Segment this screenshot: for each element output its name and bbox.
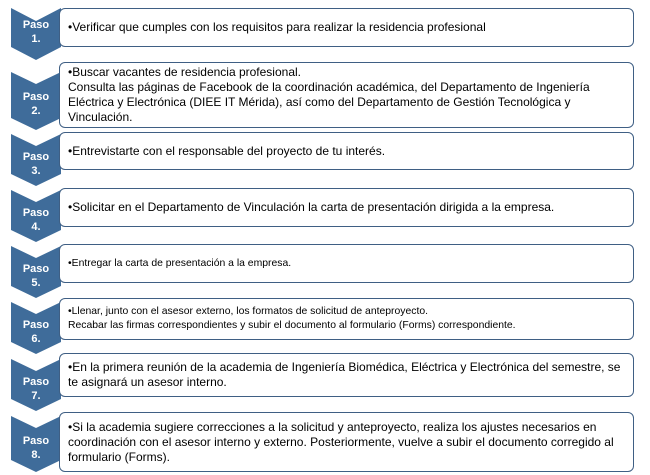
step-2-text: •Buscar vacantes de residencia profesional. Consulta las páginas de Facebook de la coordinación académica, del Departamento de Ingeniería Eléctrica y Electrónica (DIEE IT Mérida), así como del Departamento de Gestión Tecnológica y Vinculación. (68, 65, 590, 124)
step-1-box (59, 8, 634, 47)
step-8-box (59, 412, 634, 472)
step-3 (0, 130, 650, 185)
step-1-chevron (11, 8, 61, 60)
step-1 (0, 0, 650, 60)
step-4-label: Paso 4. (22, 207, 50, 233)
step-4 (0, 186, 650, 241)
step-4-box (59, 188, 634, 227)
step-2-label: Paso 2. (22, 91, 50, 117)
step-7-label: Paso 7. (22, 376, 50, 402)
step-6 (0, 298, 650, 353)
step-6-label: Paso 6. (22, 319, 50, 345)
step-2-chevron (11, 72, 61, 130)
step-6-chevron (11, 302, 61, 354)
step-2-box (59, 62, 634, 128)
step-3-box (59, 132, 634, 170)
step-5 (0, 242, 650, 297)
step-6-text: •Llenar, junto con el asesor externo, los formatos de solicitud de anteproyecto. Recabar las firmas correspondientes y subir el documento al formulario (Forms) correspondiente. (68, 306, 516, 331)
step-3-label: Paso 3. (22, 151, 50, 177)
step-8-text: •Si la academia sugiere correcciones a la solicitud y anteproyecto, realiza los ajustes necesarios en coordinación con el asesor interno y externo. Posteriormente, vuelve a subir el documento corregido al formulario (Forms). (68, 419, 614, 464)
step-1-text: •Verificar que cumples con los requisitos para realizar la residencia profesional (68, 20, 486, 34)
step-3-chevron (11, 134, 61, 186)
step-8-label: Paso 8. (22, 435, 50, 461)
step-5-box (59, 244, 634, 283)
step-6-box (59, 298, 634, 340)
step-4-chevron (11, 190, 61, 242)
step-8 (0, 410, 650, 475)
step-7-box (59, 353, 634, 397)
step-7 (0, 353, 650, 411)
step-3-text: •Entrevistarte con el responsable del proyecto de tu interés. (68, 143, 386, 158)
step-5-label: Paso 5. (22, 263, 50, 289)
step-2 (0, 62, 650, 128)
step-5-chevron (11, 246, 61, 298)
step-8-chevron (11, 416, 61, 472)
step-4-text: •Solicitar en el Departamento de Vinculación la carta de presentación dirigida a la empresa. (68, 200, 555, 214)
step-7-text: •En la primera reunión de la academia de Ingeniería Biomédica, Eléctrica y Electrónica del semestre, se te asignará un asesor interno. (68, 360, 621, 389)
step-7-chevron (11, 359, 61, 411)
step-5-text: •Entregar la carta de presentación a la empresa. (68, 257, 292, 269)
step-1-label: Paso 1. (22, 19, 50, 45)
